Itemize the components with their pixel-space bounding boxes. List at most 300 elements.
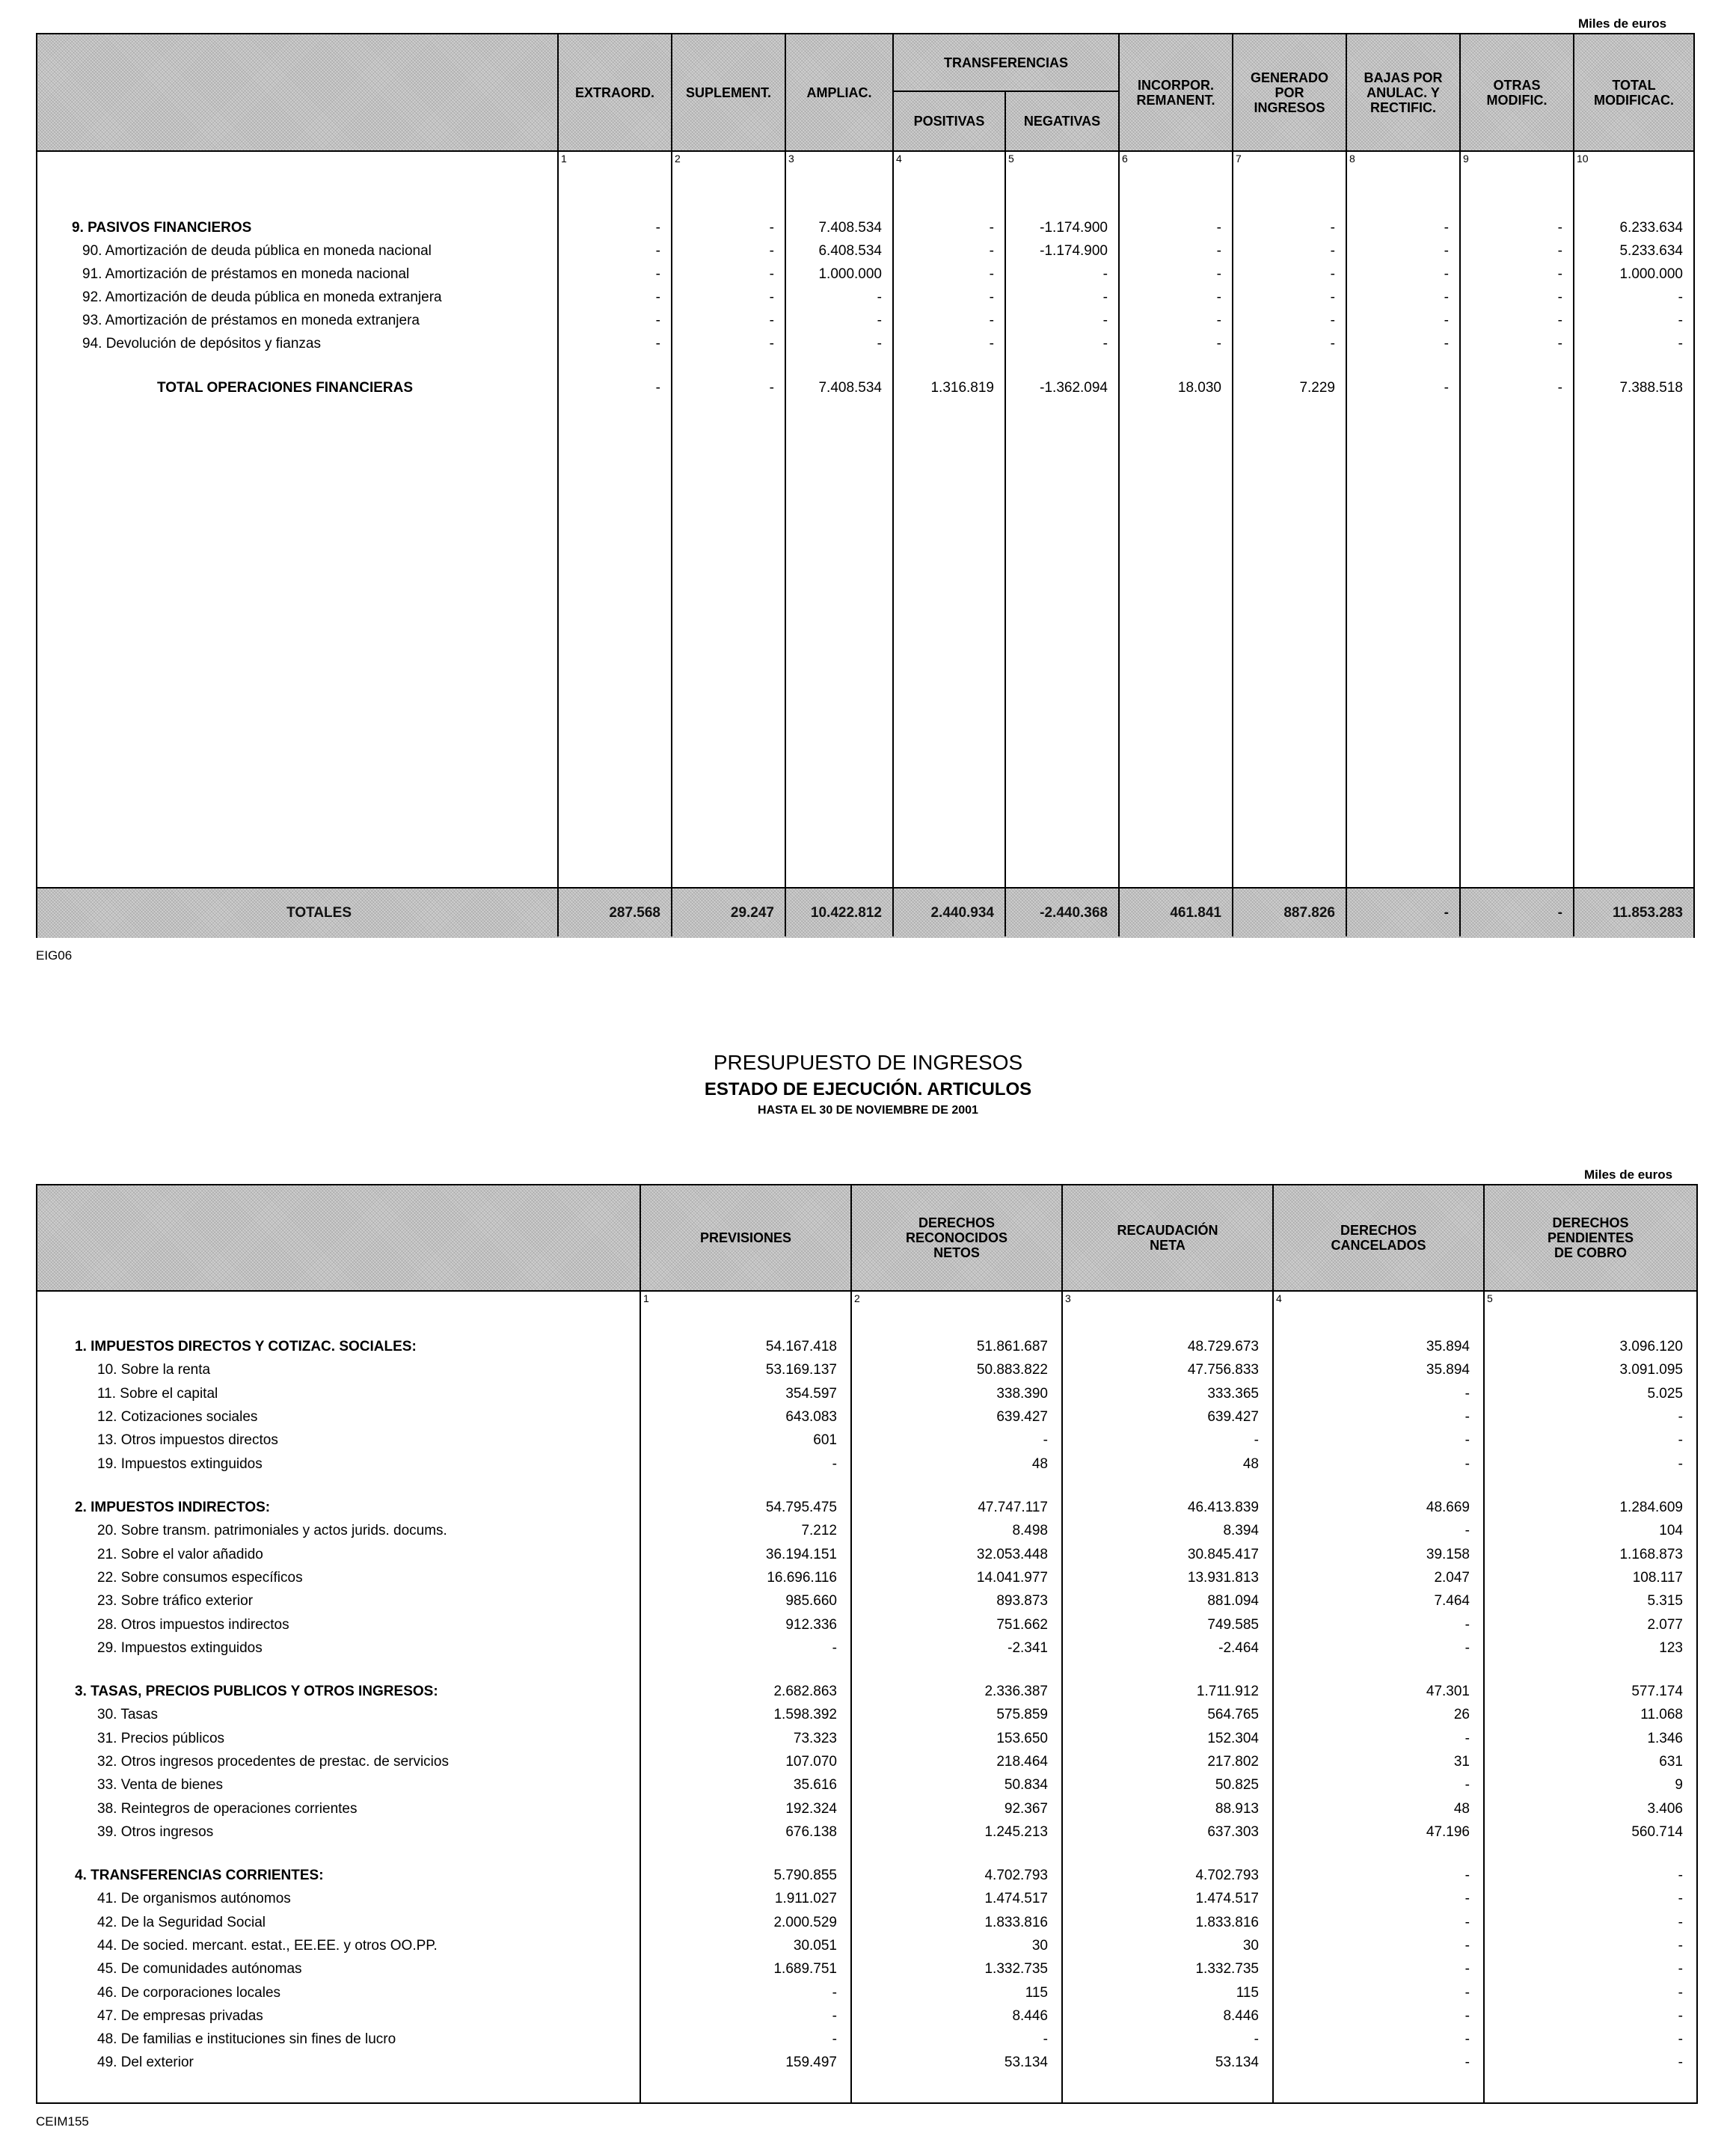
page-title: PRESUPUESTO DE INGRESOS: [713, 1051, 1023, 1074]
bottom-row-value: 39.158: [1426, 1547, 1470, 1562]
top-col-divider: [892, 34, 894, 936]
top-total-ops-value: -: [655, 380, 660, 396]
bottom-table-code: CEIM155: [36, 2114, 89, 2129]
bottom-row-value: 560.714: [1631, 1824, 1683, 1840]
bottom-row-value: 5.790.855: [773, 1868, 837, 1883]
top-row-value: 6.233.634: [1619, 220, 1683, 236]
top-col-divider: [785, 34, 786, 936]
bottom-row-value: 31: [1453, 1754, 1470, 1770]
header-pendientes: DERECHOS PENDIENTES DE COBRO: [1547, 1215, 1634, 1260]
bottom-row-value: -: [1678, 1409, 1683, 1425]
bottom-row-value: -: [1464, 2031, 1470, 2047]
bottom-row-value: -: [1678, 1985, 1683, 2001]
bottom-row-value: -: [1464, 1523, 1470, 1538]
bottom-col-number: 3: [1065, 1292, 1071, 1304]
top-table-code: EIG06: [36, 948, 73, 963]
bottom-row-value: 912.336: [785, 1617, 837, 1633]
top-row-label: 91. Amortización de préstamos en moneda nacional: [82, 266, 410, 282]
bottom-row-value: 333.365: [1207, 1386, 1259, 1402]
top-table: [36, 33, 1695, 938]
top-row-value: -: [877, 336, 882, 352]
bottom-row-value: -: [1254, 2031, 1259, 2047]
top-row-value: -: [769, 289, 774, 305]
bottom-row-label: 44. De socied. mercant. estat., EE.EE. y otros OO.PP.: [97, 1938, 438, 1954]
bottom-row-value: 564.765: [1207, 1707, 1259, 1722]
top-row-value: -: [1557, 266, 1562, 282]
bottom-row-value: -: [1464, 1432, 1470, 1448]
top-row-value: 7.408.534: [818, 220, 882, 236]
bottom-row-value: 53.134: [1004, 2055, 1048, 2070]
bottom-row-value: 73.323: [793, 1731, 837, 1746]
bottom-row-label: 11. Sobre el capital: [97, 1386, 218, 1402]
bottom-row-value: -: [1254, 1432, 1259, 1448]
bottom-row-value: -: [1464, 1891, 1470, 1906]
top-totales-value: 2.440.934: [930, 905, 994, 921]
header-derechos-reconocidos: DERECHOS RECONOCIDOS NETOS: [905, 1215, 1007, 1260]
top-row-value: -: [1557, 220, 1562, 236]
bottom-row-label: 3. TASAS, PRECIOS PUBLICOS Y OTROS INGRESOS:: [75, 1684, 438, 1699]
bottom-row-value: -: [1678, 2031, 1683, 2047]
top-row-value: -: [655, 313, 660, 328]
bottom-row-value: -: [1043, 2031, 1048, 2047]
bottom-row-value: -: [1678, 1432, 1683, 1448]
bottom-row-value: -: [1464, 2008, 1470, 2024]
bottom-row-value: 47.301: [1426, 1684, 1470, 1699]
top-totales-value: -: [1557, 905, 1562, 921]
top-row-value: -: [877, 313, 882, 328]
top-totales-value: 29.247: [730, 905, 774, 921]
bottom-row-value: 354.597: [785, 1386, 837, 1402]
top-row-value: -: [1557, 336, 1562, 352]
bottom-row-value: 1.474.517: [1195, 1891, 1259, 1906]
bottom-row-label: 48. De familias e instituciones sin fines de lucro: [97, 2031, 396, 2047]
bottom-row-value: 8.498: [1012, 1523, 1048, 1538]
top-row-value: -: [655, 243, 660, 259]
bottom-row-value: -: [1464, 1938, 1470, 1954]
bottom-row-value: 54.167.418: [765, 1339, 837, 1354]
top-row-value: -: [769, 336, 774, 352]
bottom-row-value: 1.833.816: [984, 1915, 1048, 1930]
bottom-row-value: 88.913: [1215, 1801, 1259, 1817]
bottom-row-value: -: [1464, 1961, 1470, 1977]
top-row-value: -: [1330, 243, 1335, 259]
top-row-label: 94. Devolución de depósitos y fianzas: [82, 336, 321, 352]
bottom-row-value: 1.284.609: [1619, 1500, 1683, 1515]
top-col-number: 3: [788, 153, 794, 165]
bottom-row-value: 1.598.392: [773, 1707, 837, 1722]
top-row-value: -: [1216, 220, 1221, 236]
bottom-row-value: 51.861.687: [976, 1339, 1048, 1354]
bottom-row-value: -: [832, 1985, 837, 2001]
bottom-row-value: 47.747.117: [978, 1500, 1048, 1515]
top-row-value: -: [989, 313, 994, 328]
top-row-value: -: [1444, 243, 1449, 259]
top-row-label: 9. PASIVOS FINANCIEROS: [72, 220, 252, 236]
top-row-value: -: [769, 220, 774, 236]
top-total-ops-value: -1.362.094: [1040, 380, 1108, 396]
top-row-value: -: [1330, 289, 1335, 305]
bottom-row-value: 7.212: [801, 1523, 837, 1538]
bottom-row-value: 107.070: [785, 1754, 837, 1770]
top-row-value: 1.000.000: [818, 266, 882, 282]
bottom-units-label: Miles de euros: [1584, 1167, 1673, 1182]
top-row-value: -: [1678, 336, 1683, 352]
top-total-ops-value: 7.388.518: [1619, 380, 1683, 396]
bottom-row-value: 1.332.735: [1195, 1961, 1259, 1977]
bottom-table: [36, 1184, 1698, 2104]
bottom-row-label: 31. Precios públicos: [97, 1731, 225, 1746]
bottom-row-label: 29. Impuestos extinguidos: [97, 1640, 263, 1656]
bottom-row-value: 46.413.839: [1187, 1500, 1259, 1515]
top-row-value: -: [989, 266, 994, 282]
top-row-value: -: [1330, 266, 1335, 282]
bottom-row-value: 2.682.863: [773, 1684, 837, 1699]
bottom-row-label: 38. Reintegros de operaciones corrientes: [97, 1801, 358, 1817]
header-cancelados: DERECHOS CANCELADOS: [1331, 1223, 1426, 1253]
bottom-row-value: 35.616: [793, 1777, 837, 1793]
bottom-row-value: 26: [1453, 1707, 1470, 1722]
bottom-row-label: 47. De empresas privadas: [97, 2008, 263, 2024]
top-totales-value: 287.568: [609, 905, 660, 921]
header-negativas: NEGATIVAS: [1023, 114, 1101, 129]
top-row-value: -: [769, 313, 774, 328]
top-col-divider: [1459, 34, 1461, 936]
top-row-value: -: [877, 289, 882, 305]
bottom-row-label: 20. Sobre transm. patrimoniales y actos jurids. docums.: [97, 1523, 447, 1538]
bottom-row-value: -: [832, 1456, 837, 1472]
bottom-row-label: 23. Sobre tráfico exterior: [97, 1593, 254, 1609]
bottom-row-value: -: [1464, 1640, 1470, 1656]
top-row-value: -: [1678, 313, 1683, 328]
top-totales-value: 10.422.812: [810, 905, 882, 921]
bottom-row-value: 159.497: [785, 2055, 837, 2070]
bottom-row-label: 21. Sobre el valor añadido: [97, 1547, 263, 1562]
top-col-number: 7: [1236, 153, 1242, 165]
page-date-line: HASTA EL 30 DE NOVIEMBRE DE 2001: [758, 1104, 978, 1117]
bottom-row-value: 11.068: [1640, 1707, 1683, 1722]
bottom-row-value: -: [1043, 1432, 1048, 1448]
header-transferencias: TRANSFERENCIAS: [943, 55, 1068, 70]
bottom-row-value: 749.585: [1207, 1617, 1259, 1633]
top-totales-value: 461.841: [1170, 905, 1221, 921]
bottom-row-value: 30: [1031, 1938, 1048, 1954]
top-totales-label: TOTALES: [286, 905, 352, 921]
bottom-row-value: 192.324: [785, 1801, 837, 1817]
bottom-row-value: 601: [813, 1432, 837, 1448]
bottom-row-value: 13.931.813: [1187, 1570, 1259, 1586]
top-row-value: -: [1444, 266, 1449, 282]
top-row-value: -: [769, 243, 774, 259]
bottom-row-value: 8.446: [1012, 2008, 1048, 2024]
bottom-row-value: 32.053.448: [976, 1547, 1048, 1562]
top-col-number: 9: [1463, 153, 1469, 165]
bottom-row-value: -: [1678, 1938, 1683, 1954]
bottom-row-value: 35.894: [1426, 1339, 1470, 1354]
top-row-value: -: [769, 266, 774, 282]
bottom-row-label: 1. IMPUESTOS DIRECTOS Y COTIZAC. SOCIALES:: [75, 1339, 417, 1354]
bottom-row-value: 3.096.120: [1619, 1339, 1683, 1354]
bottom-row-value: 104: [1659, 1523, 1683, 1538]
bottom-row-value: 2.077: [1647, 1617, 1683, 1633]
bottom-row-value: 48.729.673: [1187, 1339, 1259, 1354]
top-col-divider: [557, 34, 559, 936]
header-positivas: POSITIVAS: [913, 114, 985, 129]
header-otras: OTRAS MODIFIC.: [1486, 77, 1548, 108]
header-bajas: BAJAS POR ANULAC. Y RECTIFIC.: [1364, 70, 1443, 115]
top-col-number: 4: [896, 153, 902, 165]
bottom-row-label: 49. Del exterior: [97, 2055, 194, 2070]
top-col-divider: [1232, 34, 1233, 936]
bottom-row-value: -: [1464, 1617, 1470, 1633]
bottom-col-number: 2: [854, 1292, 860, 1304]
top-units-label: Miles de euros: [1578, 16, 1667, 31]
bottom-row-value: -: [1678, 2055, 1683, 2070]
bottom-row-label: 45. De comunidades autónomas: [97, 1961, 302, 1977]
bottom-row-value: 676.138: [785, 1824, 837, 1840]
bottom-row-value: 217.802: [1207, 1754, 1259, 1770]
top-col-number: 8: [1349, 153, 1355, 165]
bottom-row-value: 3.406: [1647, 1801, 1683, 1817]
bottom-row-value: 1.332.735: [984, 1961, 1048, 1977]
bottom-row-value: 48: [1242, 1456, 1259, 1472]
bottom-row-value: -: [1464, 1985, 1470, 2001]
bottom-row-value: -2.341: [1007, 1640, 1048, 1656]
top-row-value: -1.174.900: [1040, 243, 1108, 259]
top-col-divider: [1118, 34, 1120, 936]
bottom-row-value: 7.464: [1434, 1593, 1470, 1609]
top-row-value: 5.233.634: [1619, 243, 1683, 259]
top-row-value: -: [1444, 220, 1449, 236]
bottom-row-value: 30.051: [793, 1938, 837, 1954]
bottom-row-value: -: [1464, 1777, 1470, 1793]
top-col-number: 10: [1577, 153, 1589, 165]
top-row-value: -: [1444, 313, 1449, 328]
top-row-value: -: [1102, 313, 1108, 328]
bottom-row-value: -: [1678, 1891, 1683, 1906]
bottom-row-label: 41. De organismos autónomos: [97, 1891, 291, 1906]
bottom-row-value: 115: [1025, 1985, 1048, 2001]
top-col-number: 2: [675, 153, 681, 165]
bottom-row-value: 50.834: [1004, 1777, 1048, 1793]
bottom-row-value: 115: [1236, 1985, 1259, 2001]
bottom-row-value: -: [1678, 1961, 1683, 1977]
top-row-value: -: [655, 289, 660, 305]
top-row-value: -: [655, 336, 660, 352]
bottom-row-value: 2.336.387: [984, 1684, 1048, 1699]
bottom-row-value: 577.174: [1631, 1684, 1683, 1699]
top-row-value: -: [989, 289, 994, 305]
bottom-row-label: 2. IMPUESTOS INDIRECTOS:: [75, 1500, 271, 1515]
bottom-row-label: 4. TRANSFERENCIAS CORRIENTES:: [75, 1868, 324, 1883]
bottom-row-value: 108.117: [1632, 1570, 1683, 1586]
bottom-row-label: 10. Sobre la renta: [97, 1362, 211, 1378]
top-total-ops-value: -: [1557, 380, 1562, 396]
bottom-col-number: 4: [1276, 1292, 1282, 1304]
header-recaudacion: RECAUDACIÓN NETA: [1117, 1223, 1218, 1253]
top-row-value: -: [1444, 336, 1449, 352]
top-total-ops-value: 7.229: [1299, 380, 1335, 396]
bottom-row-label: 13. Otros impuestos directos: [97, 1432, 278, 1448]
bottom-row-value: 92.367: [1004, 1801, 1048, 1817]
bottom-row-value: 218.464: [996, 1754, 1048, 1770]
bottom-row-value: 50.825: [1215, 1777, 1259, 1793]
header-extraord: EXTRAORD.: [574, 85, 654, 100]
bottom-row-value: 30: [1242, 1938, 1259, 1954]
bottom-row-value: -: [1464, 1731, 1470, 1746]
top-row-value: -: [1216, 266, 1221, 282]
top-totales-value: -2.440.368: [1040, 905, 1108, 921]
header-ampliac: AMPLIAC.: [806, 85, 872, 100]
top-row-value: -: [1216, 336, 1221, 352]
header-total: TOTAL MODIFICAC.: [1594, 77, 1674, 108]
top-row-value: 6.408.534: [818, 243, 882, 259]
top-row-value: -: [1216, 313, 1221, 328]
bottom-row-label: 28. Otros impuestos indirectos: [97, 1617, 289, 1633]
bottom-row-value: -: [1678, 2008, 1683, 2024]
bottom-row-label: 39. Otros ingresos: [97, 1824, 214, 1840]
top-row-value: -: [1557, 243, 1562, 259]
bottom-row-value: -2.464: [1218, 1640, 1259, 1656]
top-row-value: -: [1557, 313, 1562, 328]
bottom-row-label: 19. Impuestos extinguidos: [97, 1456, 263, 1472]
bottom-row-value: 14.041.977: [976, 1570, 1048, 1586]
bottom-row-value: -: [1678, 1868, 1683, 1883]
bottom-row-value: 4.702.793: [1195, 1868, 1259, 1883]
bottom-row-value: 9: [1675, 1777, 1683, 1793]
bottom-row-label: 12. Cotizaciones sociales: [97, 1409, 258, 1425]
top-col-number: 6: [1122, 153, 1128, 165]
bottom-row-label: 32. Otros ingresos procedentes de prestac. de servicios: [97, 1754, 449, 1770]
bottom-row-value: -: [1464, 1409, 1470, 1425]
header-suplement: SUPLEMENT.: [685, 85, 771, 100]
bottom-row-value: -: [1464, 1386, 1470, 1402]
top-totales-value: 887.826: [1283, 905, 1335, 921]
header-incorpor: INCORPOR. REMANENT.: [1136, 77, 1215, 108]
bottom-row-value: 8.394: [1223, 1523, 1259, 1538]
top-row-value: -: [1216, 289, 1221, 305]
bottom-row-value: 48: [1031, 1456, 1048, 1472]
top-row-value: -: [989, 336, 994, 352]
top-total-ops-label: TOTAL OPERACIONES FINANCIERAS: [157, 380, 414, 396]
bottom-row-label: 33. Venta de bienes: [97, 1777, 223, 1793]
bottom-row-value: 5.315: [1647, 1593, 1683, 1609]
bottom-row-value: 123: [1659, 1640, 1683, 1656]
bottom-row-value: 4.702.793: [984, 1868, 1048, 1883]
bottom-row-value: 50.883.822: [976, 1362, 1048, 1378]
bottom-row-value: 53.169.137: [765, 1362, 837, 1378]
bottom-row-value: 639.427: [1207, 1409, 1259, 1425]
bottom-row-value: 48.669: [1426, 1500, 1470, 1515]
top-col-number: 5: [1008, 153, 1014, 165]
bottom-col-number: 1: [643, 1292, 649, 1304]
bottom-row-value: -: [1678, 1456, 1683, 1472]
bottom-row-value: 153.650: [996, 1731, 1048, 1746]
bottom-row-value: 751.662: [996, 1617, 1048, 1633]
top-row-label: 93. Amortización de préstamos en moneda extranjera: [82, 313, 420, 328]
top-row-value: -: [1330, 313, 1335, 328]
bottom-row-value: -: [1464, 1456, 1470, 1472]
top-row-value: -: [655, 220, 660, 236]
top-row-value: -: [1330, 336, 1335, 352]
bottom-row-value: 35.894: [1426, 1362, 1470, 1378]
bottom-row-value: 893.873: [996, 1593, 1048, 1609]
bottom-row-value: 3.091.095: [1619, 1362, 1683, 1378]
bottom-row-value: -: [1464, 1915, 1470, 1930]
bottom-row-value: 53.134: [1215, 2055, 1259, 2070]
bottom-row-value: 1.689.751: [773, 1961, 837, 1977]
bottom-row-value: 48: [1453, 1801, 1470, 1817]
bottom-row-value: 54.795.475: [765, 1500, 837, 1515]
bottom-row-value: -: [832, 2031, 837, 2047]
bottom-row-value: 631: [1659, 1754, 1683, 1770]
top-row-value: -: [1330, 220, 1335, 236]
top-row-value: -: [1216, 243, 1221, 259]
top-row-label: 90. Amortización de deuda pública en moneda nacional: [82, 243, 432, 259]
bottom-row-value: 30.845.417: [1187, 1547, 1259, 1562]
bottom-row-value: 2.047: [1434, 1570, 1470, 1586]
top-col-divider: [1573, 34, 1574, 936]
top-total-ops-value: 1.316.819: [930, 380, 994, 396]
bottom-row-value: 36.194.151: [765, 1547, 837, 1562]
top-col-divider: [1346, 34, 1347, 936]
bottom-row-value: 1.711.912: [1196, 1684, 1259, 1699]
top-total-ops-value: -: [769, 380, 774, 396]
bottom-row-value: 1.346: [1647, 1731, 1683, 1746]
bottom-row-value: 637.303: [1207, 1824, 1259, 1840]
top-row-value: -: [1557, 289, 1562, 305]
top-col-number: 1: [561, 153, 567, 165]
bottom-row-value: 2.000.529: [773, 1915, 837, 1930]
top-totales-value: 11.853.283: [1612, 905, 1683, 921]
bottom-row-value: 1.168.873: [1619, 1547, 1683, 1562]
bottom-col-number: 5: [1487, 1292, 1493, 1304]
bottom-row-value: 5.025: [1647, 1386, 1683, 1402]
top-row-value: -: [1102, 289, 1108, 305]
top-totales-value: -: [1444, 905, 1449, 921]
top-row-value: -: [1678, 289, 1683, 305]
top-row-label: 92. Amortización de deuda pública en moneda extranjera: [82, 289, 442, 305]
bottom-row-value: 1.833.816: [1195, 1915, 1259, 1930]
bottom-row-value: 47.756.833: [1187, 1362, 1259, 1378]
bottom-row-label: 30. Tasas: [97, 1707, 158, 1722]
bottom-row-value: 16.696.116: [767, 1570, 837, 1586]
bottom-row-value: 8.446: [1223, 2008, 1259, 2024]
top-total-ops-value: 7.408.534: [818, 380, 882, 396]
bottom-row-value: 1.245.213: [984, 1824, 1048, 1840]
bottom-row-label: 22. Sobre consumos específicos: [97, 1570, 303, 1586]
top-row-value: 1.000.000: [1619, 266, 1683, 282]
top-row-value: -: [655, 266, 660, 282]
page-subtitle: ESTADO DE EJECUCIÓN. ARTICULOS: [704, 1079, 1032, 1099]
top-row-value: -1.174.900: [1040, 220, 1108, 236]
top-total-ops-value: 18.030: [1177, 380, 1221, 396]
bottom-row-value: -: [832, 1640, 837, 1656]
bottom-row-value: 575.859: [996, 1707, 1048, 1722]
bottom-row-value: 643.083: [785, 1409, 837, 1425]
bottom-row-label: 42. De la Seguridad Social: [97, 1915, 266, 1930]
bottom-row-value: 338.390: [996, 1386, 1048, 1402]
bottom-row-value: 47.196: [1426, 1824, 1470, 1840]
top-row-value: -: [1444, 289, 1449, 305]
bottom-row-value: 152.304: [1207, 1731, 1259, 1746]
bottom-row-value: -: [1464, 1868, 1470, 1883]
bottom-row-value: 1.474.517: [984, 1891, 1048, 1906]
bottom-row-label: 46. De corporaciones locales: [97, 1985, 281, 2001]
top-total-ops-value: -: [1444, 380, 1449, 396]
header-previsiones: PREVISIONES: [699, 1230, 792, 1245]
bottom-row-value: 881.094: [1207, 1593, 1259, 1609]
top-col-divider: [671, 34, 672, 936]
